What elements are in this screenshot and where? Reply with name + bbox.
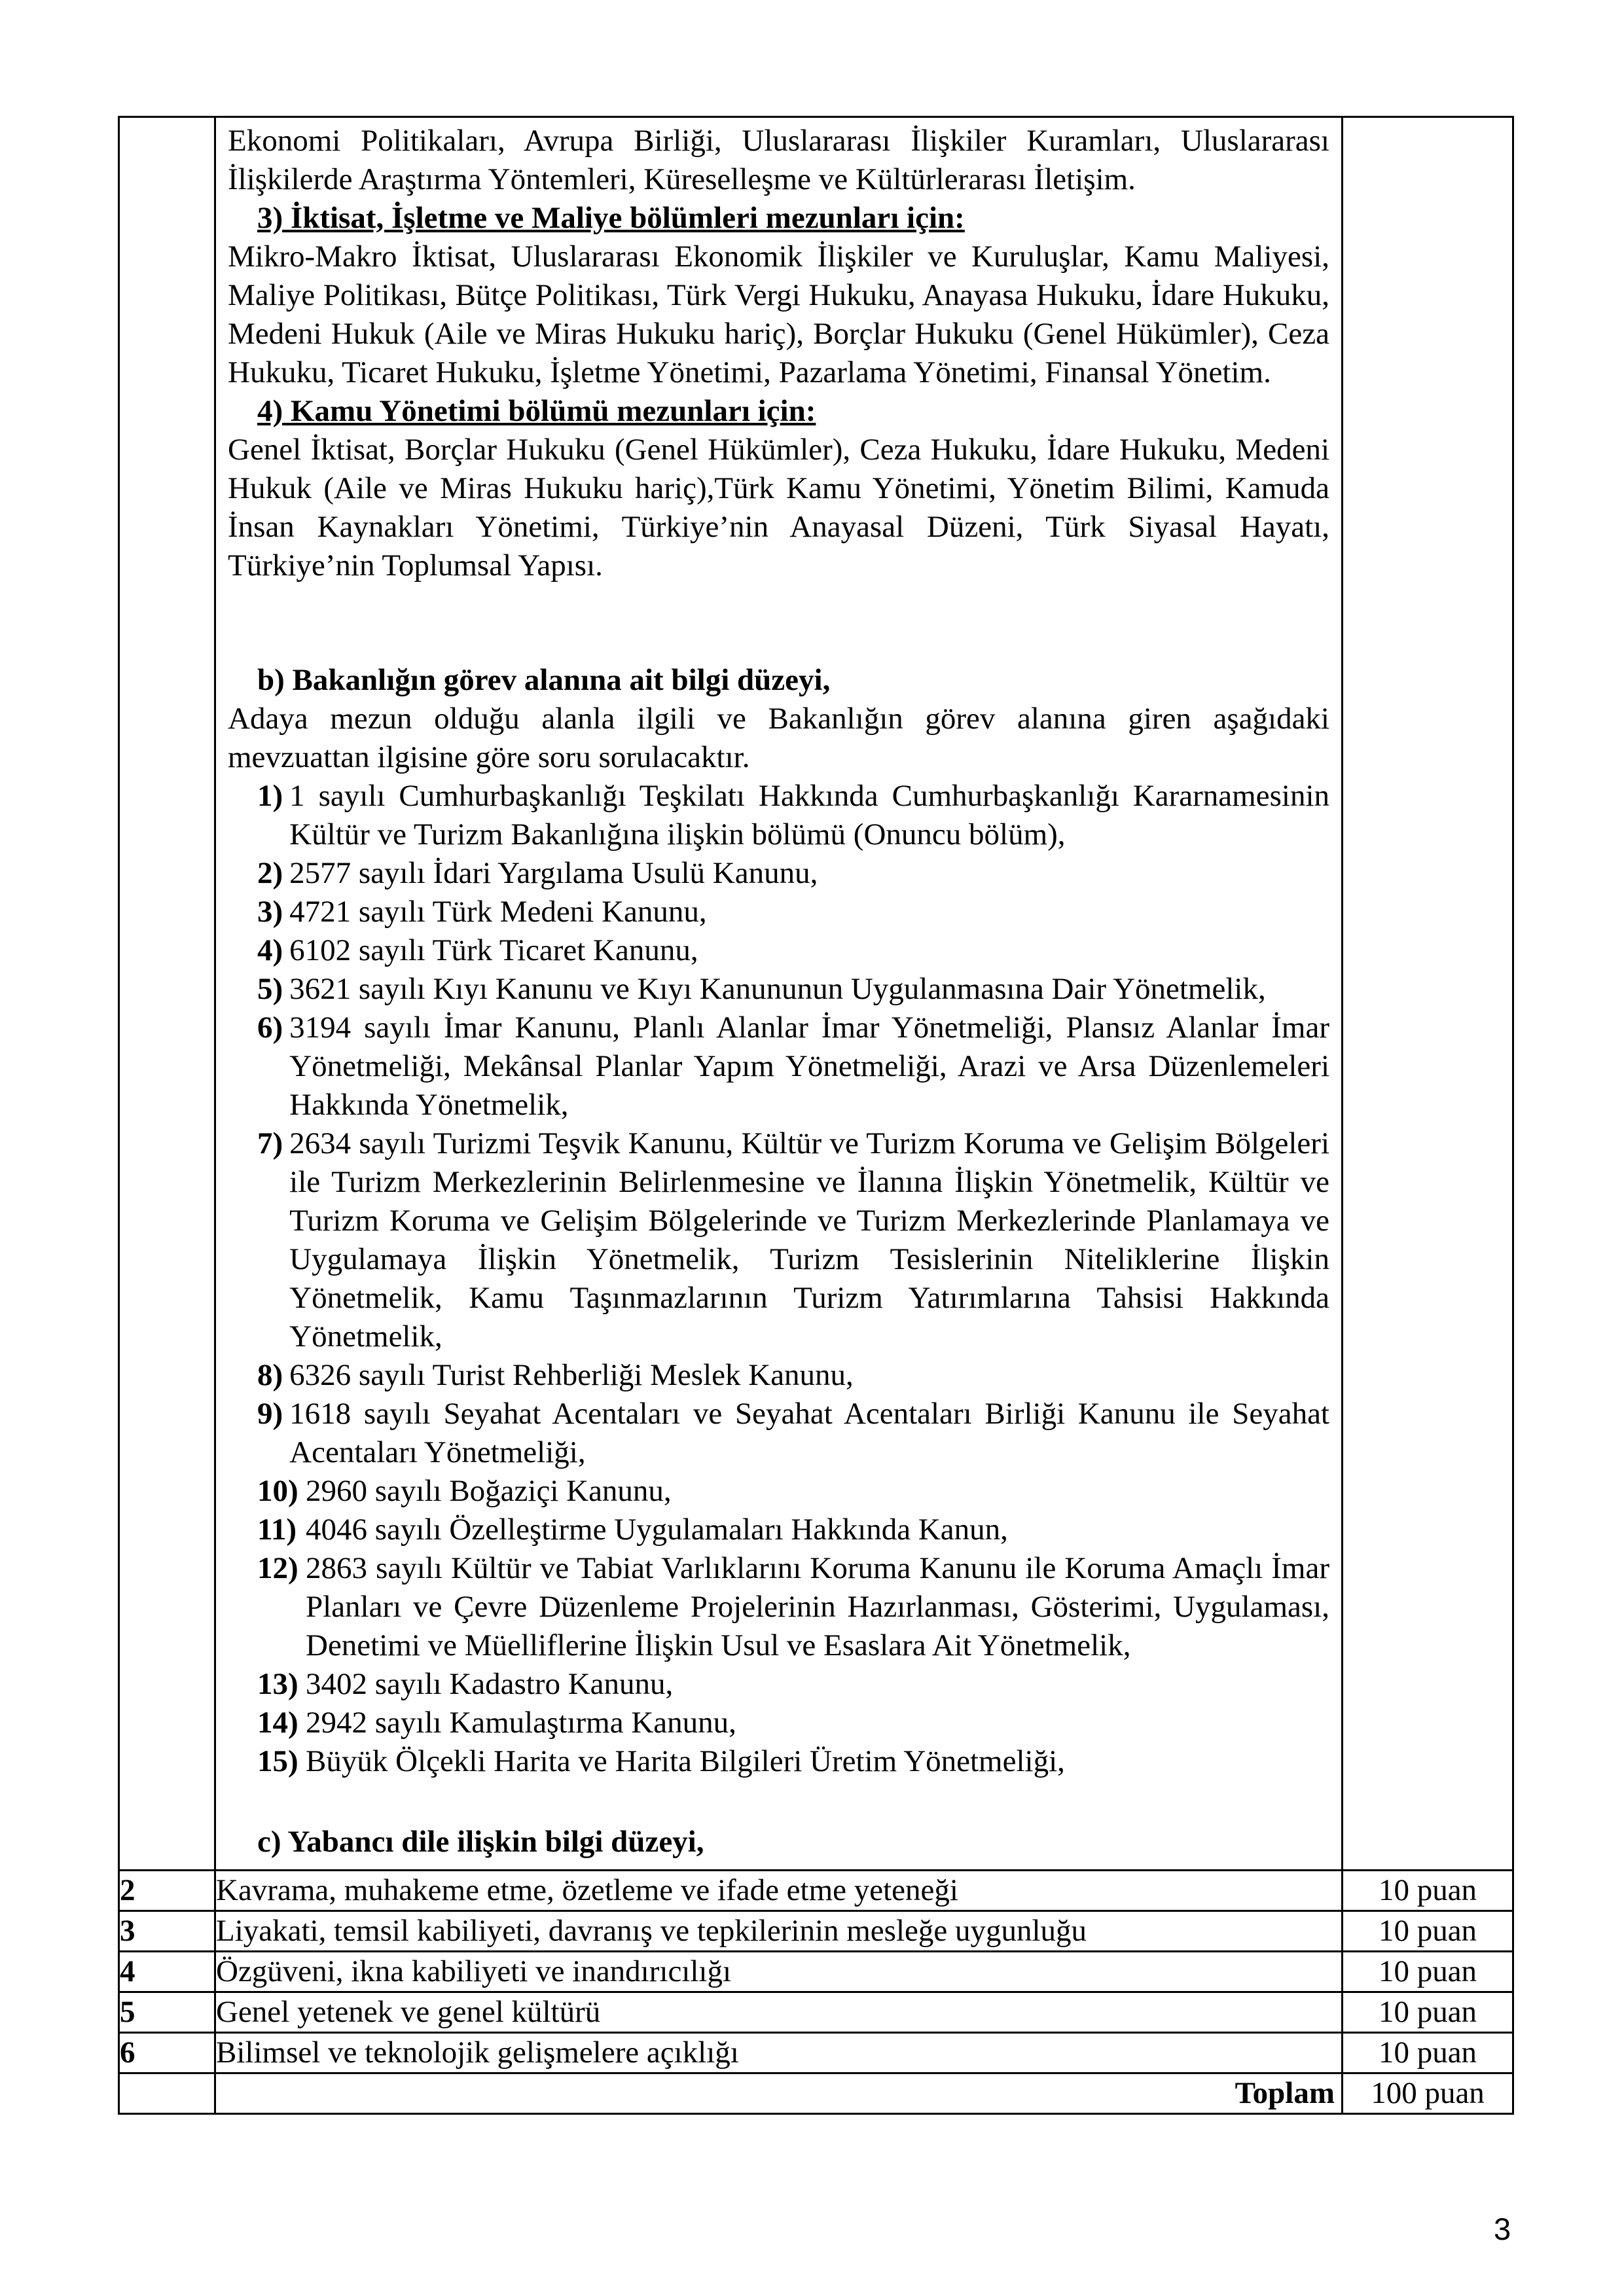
row-number: 6 bbox=[119, 2033, 215, 2073]
list-item bbox=[257, 854, 1329, 893]
points: 10 puan bbox=[1343, 1992, 1513, 2033]
list-item bbox=[257, 1549, 1329, 1665]
list-item bbox=[257, 1704, 1329, 1742]
item-text: Büyük Ölçekli Harita ve Harita Bilgileri Üretim Yönetmeliği, bbox=[306, 1744, 1065, 1778]
item-number: 1) bbox=[257, 779, 283, 813]
item-text: 2863 sayılı Kültür ve Tabiat Varlıklarını Koruma Kanunu ile Koruma Amaçlı İmar Planları ve Çevre Düzenleme Projelerinin Hazırlanması, Gösterimi, Uygulaması, Denetimi ve Müelliflerine İlişkin Usul ve Esaslara Ait Yönetmelik, bbox=[306, 1551, 1329, 1662]
list-item bbox=[257, 1742, 1329, 1781]
item-number: 5) bbox=[257, 972, 283, 1006]
list-item bbox=[257, 1124, 1329, 1356]
empty-number-cell bbox=[119, 117, 215, 1871]
item-text: 6326 sayılı Turist Rehberliği Meslek Kanunu, bbox=[289, 1358, 854, 1392]
item-number: 4) bbox=[257, 933, 283, 967]
item-number: 13) bbox=[257, 1667, 298, 1701]
item-text: 1618 sayılı Seyahat Acentaları ve Seyahat Acentaları Birliği Kanunu ile Seyahat Acentaları Yönetmeliği, bbox=[289, 1397, 1329, 1469]
item-text: 6102 sayılı Türk Ticaret Kanunu, bbox=[289, 933, 698, 967]
total-points: 100 puan bbox=[1343, 2073, 1513, 2114]
evaluation-table bbox=[118, 116, 1514, 2115]
item-text: 2942 sayılı Kamulaştırma Kanunu, bbox=[306, 1706, 736, 1740]
table-row bbox=[119, 1871, 1513, 1911]
item-text: 2960 sayılı Boğaziçi Kanunu, bbox=[306, 1474, 672, 1508]
item-number: 12) bbox=[257, 1551, 298, 1585]
criterion: Kavrama, muhakeme etme, özetleme ve ifade etme yeteneği bbox=[215, 1871, 1343, 1911]
legislation-list bbox=[228, 777, 1329, 1781]
section-3-heading: 3) İktisat, İşletme ve Maliye bölümleri mezunları için: bbox=[257, 201, 965, 235]
item-number: 14) bbox=[257, 1706, 298, 1740]
criterion: Liyakati, temsil kabiliyeti, davranış ve tepkilerinin mesleğe uygunluğu bbox=[215, 1911, 1343, 1952]
points: 10 puan bbox=[1343, 1871, 1513, 1911]
section-4-heading: 4) Kamu Yönetimi bölümü mezunları için: bbox=[257, 394, 816, 428]
item-number: 6) bbox=[257, 1011, 283, 1045]
item-number: 10) bbox=[257, 1474, 298, 1508]
row-number: 5 bbox=[119, 1992, 215, 2033]
list-item bbox=[257, 931, 1329, 970]
part-c-heading: c) Yabancı dile ilişkin bilgi düzeyi, bbox=[257, 1825, 704, 1859]
list-item bbox=[257, 1356, 1329, 1395]
table-row bbox=[119, 1952, 1513, 1992]
item-text: 3194 sayılı İmar Kanunu, Planlı Alanlar İmar Yönetmeliği, Plansız Alanlar İmar Yönetmeliği, Mekânsal Planlar Yapım Yönetmeliği, Arazi ve Arsa Düzenlemeleri Hakkında Yönetmelik, bbox=[289, 1011, 1329, 1122]
row-number: 4 bbox=[119, 1952, 215, 1992]
content-row bbox=[119, 117, 1513, 1871]
criterion: Bilimsel ve teknolojik gelişmelere açıklığı bbox=[215, 2033, 1343, 2073]
item-number: 11) bbox=[257, 1513, 297, 1547]
item-number: 15) bbox=[257, 1744, 298, 1778]
item-text: 3402 sayılı Kadastro Kanunu, bbox=[306, 1667, 674, 1701]
part-b-intro: Adaya mezun olduğu alanla ilgili ve Bakanlığın görev alanına giren aşağıdaki mevzuattan ilgisine göre soru sorulacaktır. bbox=[228, 702, 1329, 774]
section-4-body: Genel İktisat, Borçlar Hukuku (Genel Hükümler), Ceza Hukuku, İdare Hukuku, Medeni Hukuk (Aile ve Miras Hukuku hariç),Türk Kamu Yönetimi, Yönetim Bilimi, Kamuda İnsan Kaynakları Yönetimi, Türkiye’nin Anayasal Düzeni, Türk Siyasal Hayatı, Türkiye’nin Toplumsal Yapısı. bbox=[228, 433, 1329, 583]
item-text: 3621 sayılı Kıyı Kanunu ve Kıyı Kanununun Uygulanmasına Dair Yönetmelik, bbox=[289, 972, 1266, 1006]
table-row bbox=[119, 1911, 1513, 1952]
list-item bbox=[257, 1665, 1329, 1704]
item-text: 2634 sayılı Turizmi Teşvik Kanunu, Kültür ve Turizm Koruma ve Gelişim Bölgeleri ile Turizm Merkezlerinin Belirlenmesine ve İlanına İlişkin Yönetmelik, Kültür ve Turizm Koruma ve Gelişim Bölgelerinde ve Turizm Merkezlerinde Planlamaya ve Uygulamaya İlişkin Yönetmelik, Turizm Tesislerinin Niteliklerine İlişkin Yönetmelik, Kamu Taşınmazlarının Turizm Yatırımlarına Tahsisi Hakkında Yönetmelik, bbox=[289, 1126, 1329, 1354]
criterion: Özgüveni, ikna kabiliyeti ve inandırıcılığı bbox=[215, 1952, 1343, 1992]
points: 10 puan bbox=[1343, 1952, 1513, 1992]
item-number: 2) bbox=[257, 856, 283, 890]
empty-points-cell bbox=[1343, 117, 1513, 1871]
row-number: 3 bbox=[119, 1911, 215, 1952]
list-item bbox=[257, 970, 1329, 1009]
item-text: 4046 sayılı Özelleştirme Uygulamaları Hakkında Kanun, bbox=[306, 1513, 1008, 1547]
list-item bbox=[257, 1009, 1329, 1124]
section-3-body: Mikro-Makro İktisat, Uluslararası Ekonomik İlişkiler ve Kuruluşlar, Kamu Maliyesi, Maliye Politikası, Bütçe Politikası, Türk Vergi Hukuku, Anayasa Hukuku, İdare Hukuku, Medeni Hukuk (Aile ve Miras Hukuku hariç), Borçlar Hukuku (Genel Hükümler), Ceza Hukuku, Ticaret Hukuku, İşletme Yönetimi, Pazarlama Yönetimi, Finansal Yönetim. bbox=[228, 240, 1329, 389]
list-item bbox=[257, 893, 1329, 931]
list-item bbox=[257, 777, 1329, 854]
content-cell bbox=[215, 117, 1343, 1871]
empty-cell bbox=[119, 2073, 215, 2114]
item-text: 2577 sayılı İdari Yargılama Usulü Kanunu, bbox=[289, 856, 818, 890]
part-b-heading: b) Bakanlığın görev alanına ait bilgi düzeyi, bbox=[257, 663, 831, 697]
criterion: Genel yetenek ve genel kültürü bbox=[215, 1992, 1343, 2033]
list-item bbox=[257, 1511, 1329, 1549]
points: 10 puan bbox=[1343, 1911, 1513, 1952]
list-item bbox=[257, 1395, 1329, 1472]
item-number: 8) bbox=[257, 1358, 283, 1392]
item-number: 3) bbox=[257, 895, 283, 929]
item-text: 4721 sayılı Türk Medeni Kanunu, bbox=[289, 895, 707, 929]
page-number: 3 bbox=[1494, 2212, 1511, 2246]
total-row bbox=[119, 2073, 1513, 2114]
item-text: 1 sayılı Cumhurbaşkanlığı Teşkilatı Hakkında Cumhurbaşkanlığı Kararnamesinin Kültür ve Turizm Bakanlığına ilişkin bölümü (Onuncu bölüm), bbox=[289, 779, 1329, 852]
continued-text: Ekonomi Politikaları, Avrupa Birliği, Uluslararası İlişkiler Kuramları, Uluslararası İlişkilerde Araştırma Yöntemleri, Küreselleşme ve Kültürlerarası İletişim. bbox=[228, 124, 1329, 196]
table-row bbox=[119, 2033, 1513, 2073]
table-row bbox=[119, 1992, 1513, 2033]
item-number: 9) bbox=[257, 1397, 283, 1431]
total-label: Toplam bbox=[215, 2073, 1343, 2114]
points: 10 puan bbox=[1343, 2033, 1513, 2073]
row-number: 2 bbox=[119, 1871, 215, 1911]
list-item bbox=[257, 1472, 1329, 1511]
item-number: 7) bbox=[257, 1126, 283, 1160]
